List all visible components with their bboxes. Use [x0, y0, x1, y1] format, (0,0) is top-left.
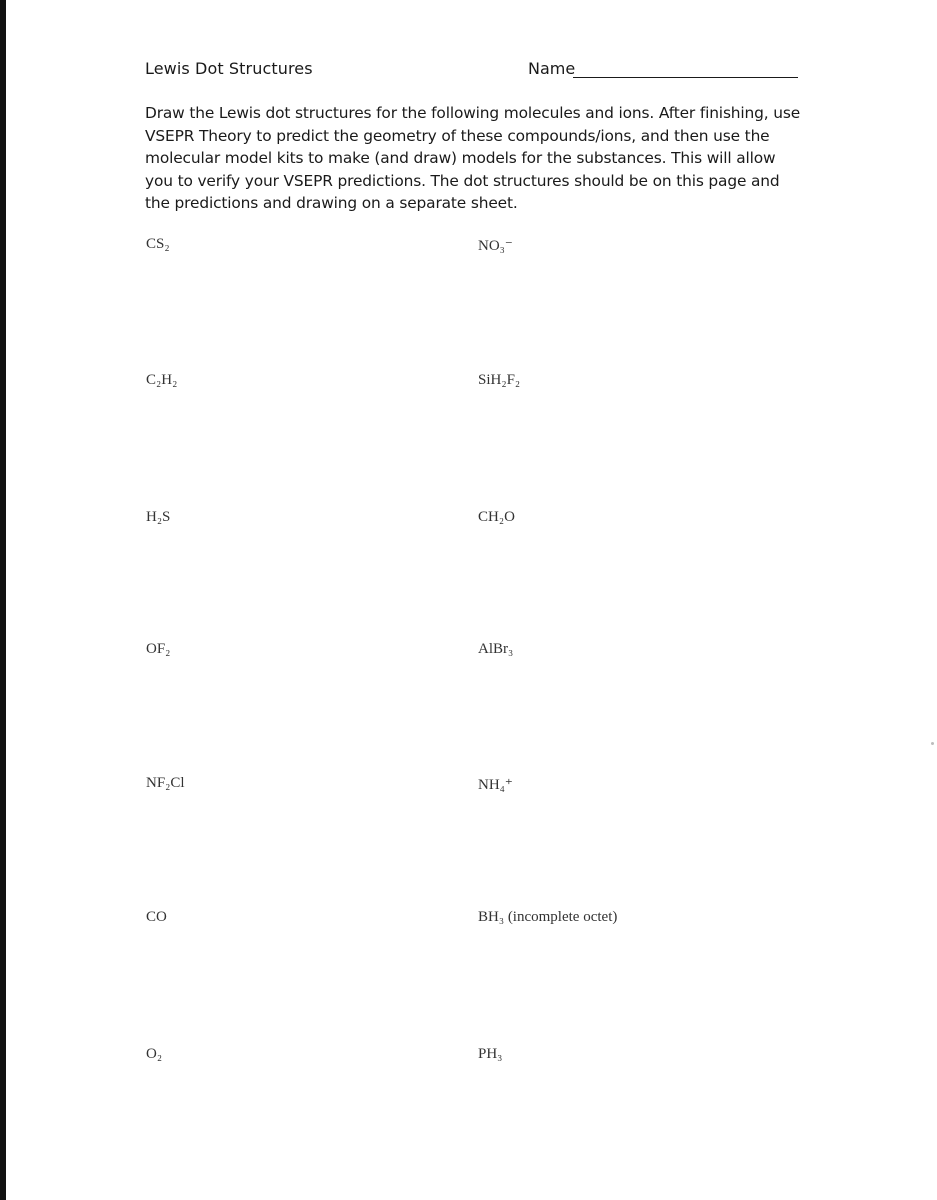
molecule-c2h2: C₂H₂ — [146, 372, 178, 388]
molecule-ph3: PH₃ — [478, 1046, 503, 1062]
name-label: Name — [528, 59, 576, 78]
molecule-of2: OF₂ — [146, 641, 171, 657]
molecule-bh3: BH₃ (incomplete octet) — [478, 909, 618, 925]
molecule-o2: O₂ — [146, 1046, 163, 1062]
molecule-nh4-ion: NH₄⁺ — [478, 777, 513, 793]
molecule-no3-ion: NO₃⁻ — [478, 238, 513, 254]
molecule-ch2o: CH₂O — [478, 509, 515, 525]
molecule-cs2: CS₂ — [146, 236, 170, 252]
molecule-sih2f2: SiH₂F₂ — [478, 372, 521, 388]
molecule-albr3: AlBr₃ — [478, 641, 514, 657]
instructions-paragraph: Draw the Lewis dot structures for the following molecules and ions. After finishing, use VSEPR Theory to predict the geometry of these compounds/ions, and then use the molecular model kits to make (and draw) models for the substances. This will allow you to verify your VSEPR predictions. The dot structures should be on this page and the predictions and drawing on a separate sheet. — [145, 104, 801, 212]
paper-speck — [931, 742, 934, 745]
molecule-co: CO — [146, 909, 167, 925]
molecule-h2s: H₂S — [146, 509, 171, 525]
molecule-nf2cl: NF₂Cl — [146, 775, 185, 791]
worksheet-title: Lewis Dot Structures — [145, 59, 313, 78]
name-field-line — [573, 77, 798, 78]
